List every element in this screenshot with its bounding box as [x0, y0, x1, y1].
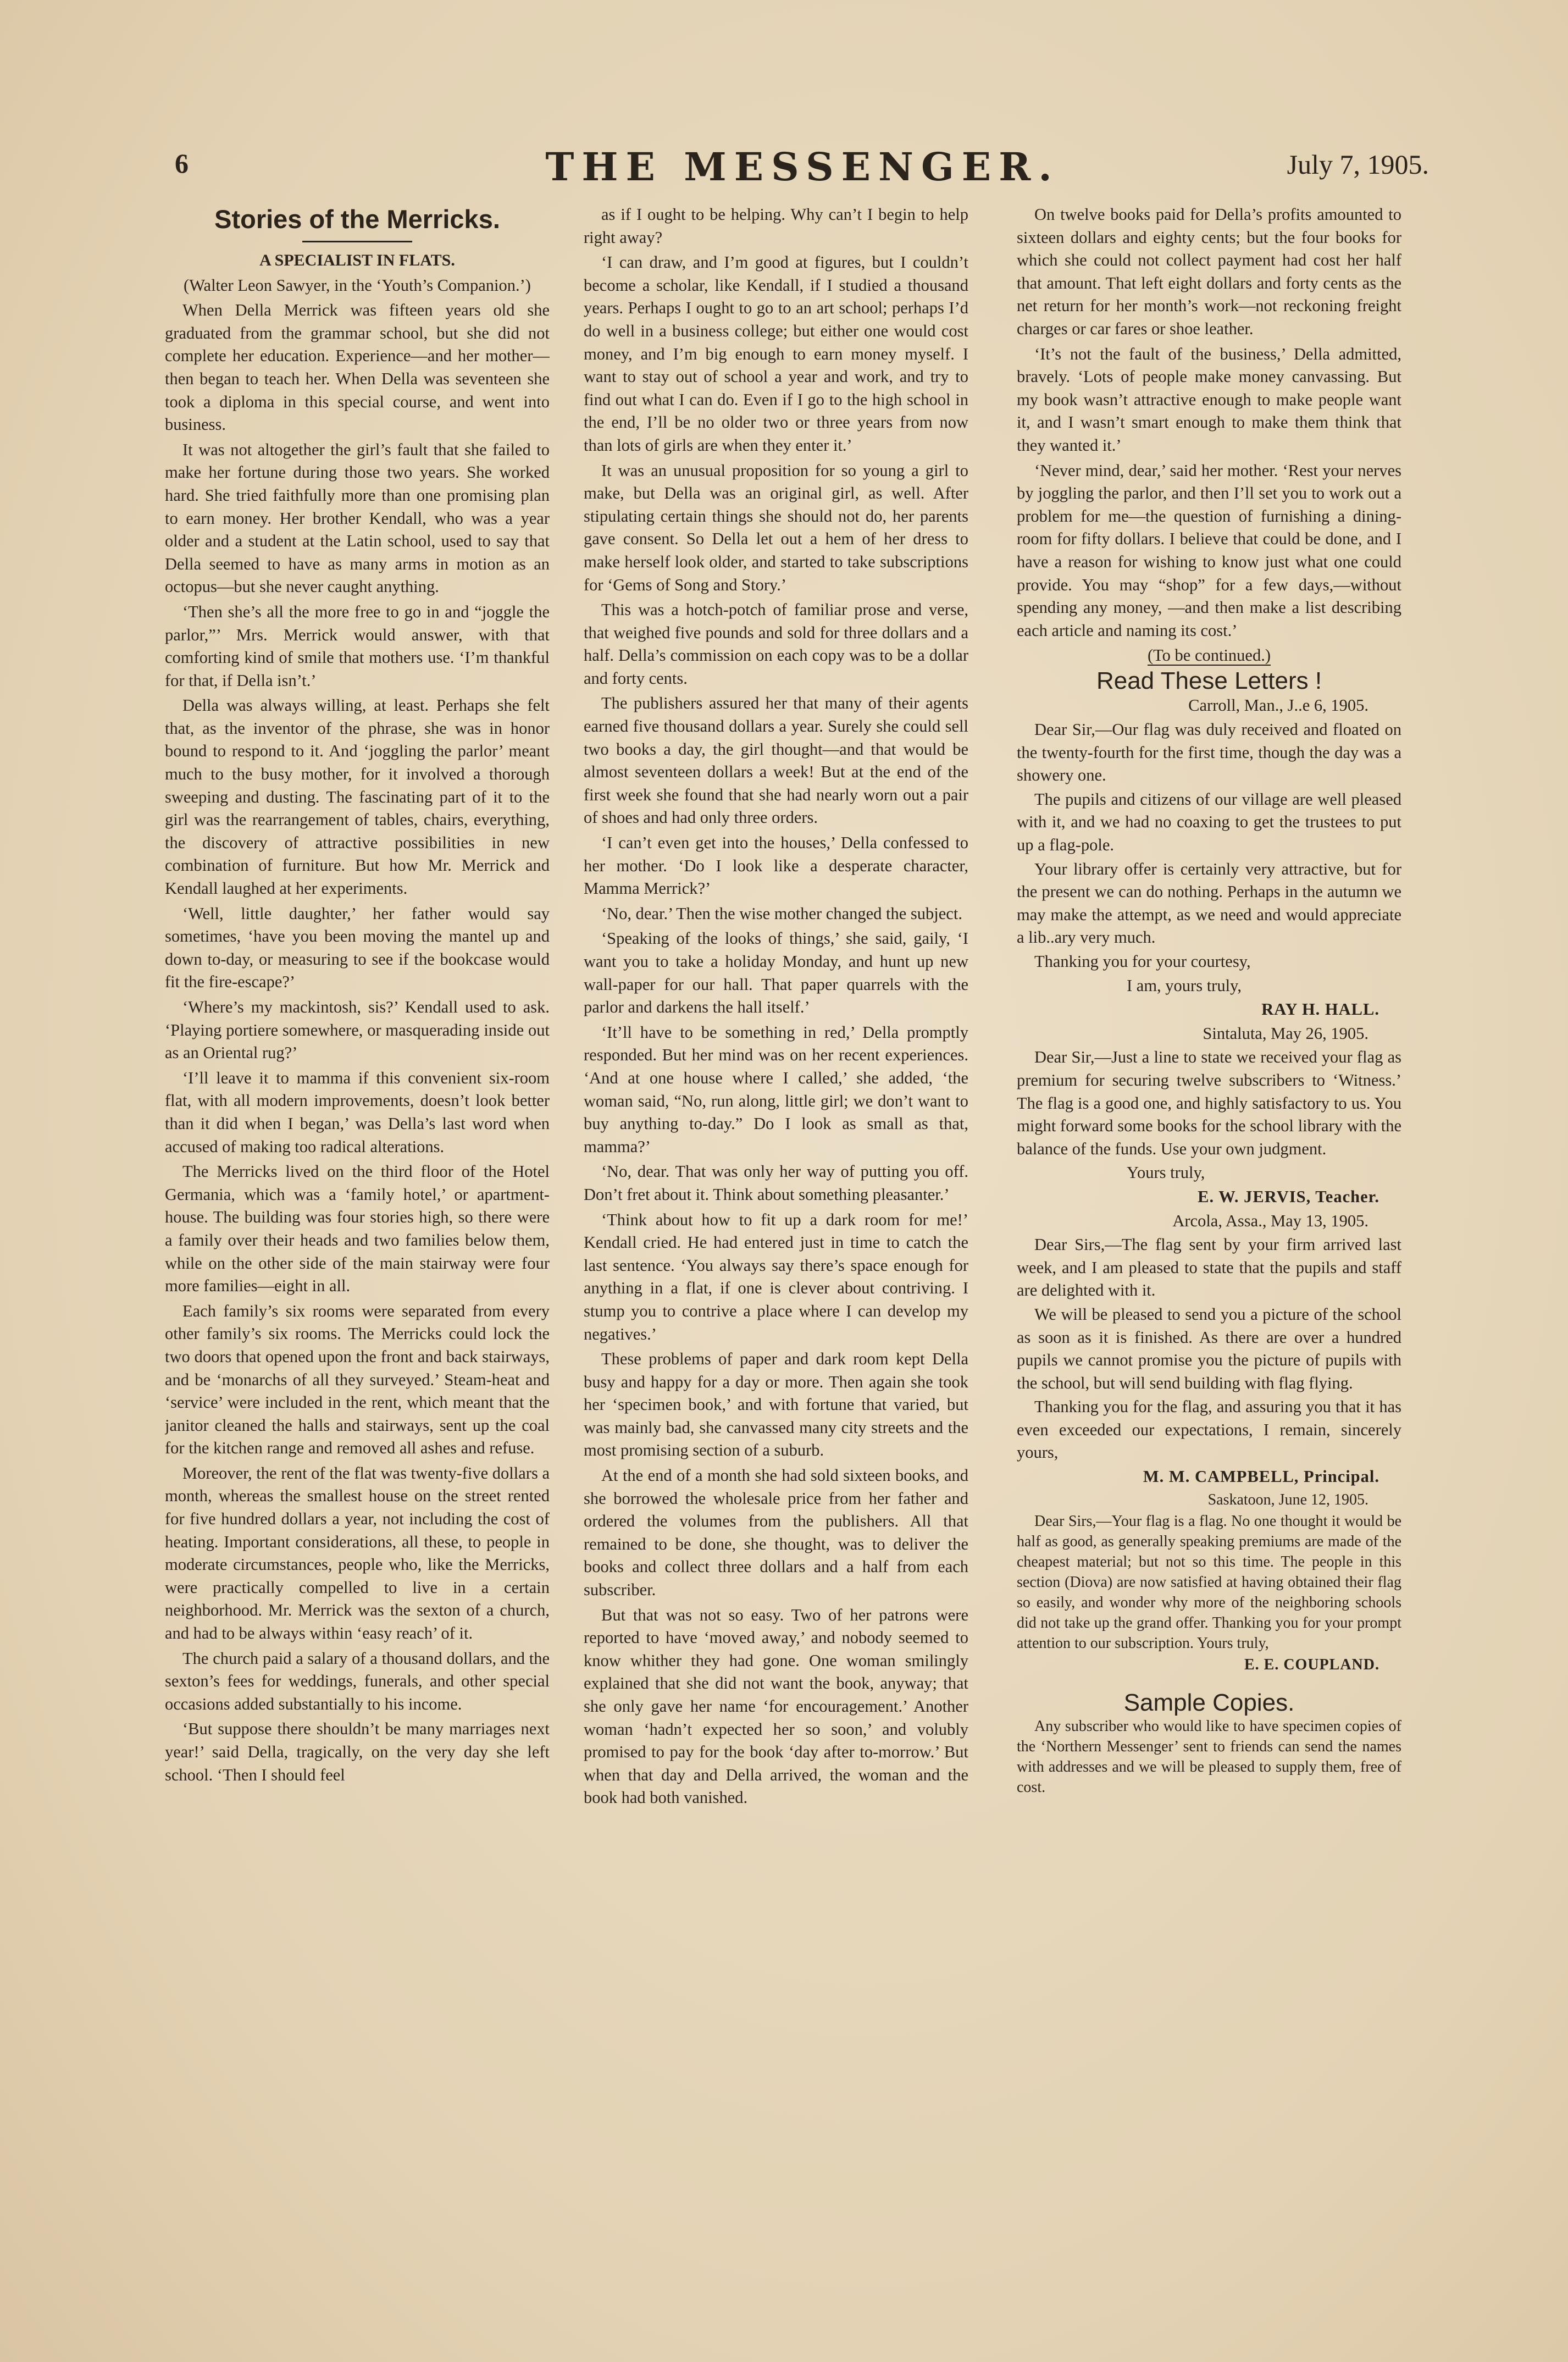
- story-paragraph: ‘No, dear. That was only her way of putting you off. Don’t fret about it. Think about something pleasanter.’: [584, 1162, 968, 1204]
- to-be-continued: (To be continued.): [1148, 646, 1271, 665]
- letter-signature: M. M. CAMPBELL, Principal.: [1143, 1467, 1379, 1486]
- story-paragraph: On twelve books paid for Della’s profits amounted to sixteen dollars and eighty cents; but the four books for which she could not collect payment had cost her half that amount. That left eight dollars and forty cents as the net return for her month’s work—not reckoning freight charges or car fares or shoe leather.: [1017, 205, 1401, 338]
- story-paragraph: ‘Speaking of the looks of things,’ she said, gaily, ‘I want you to take a holiday Monday, and hunt up new wall-paper for our hall. That paper quarrels with the parlor and darkens the hall itself.’: [584, 929, 968, 1017]
- story-paragraph: Della was always willing, at least. Perhaps she felt that, as the inventor of the phrase, she was in honor bound to respond to it. And ‘joggling the parlor’ meant much to the busy mother, for it involved a thorough sweeping and dusting. The fascinating part of it to the girl was the rearrangement of tables, chairs, everything, the discovery of attractive possibilities in new combination of furniture. But how Mr. Merrick and Kendall laughed at her experiments.: [165, 696, 550, 898]
- masthead: THE MESSENGER.: [545, 144, 1060, 190]
- column-1: [165, 203, 550, 2237]
- letter-place-date: Arcola, Assa., May 13, 1905.: [1172, 1211, 1368, 1230]
- column-2-body: [584, 203, 968, 1810]
- issue-date: July 7, 1905.: [1287, 149, 1429, 180]
- story-paragraph: At the end of a month she had sold sixteen books, and she borrowed the wholesale price from her father and ordered the volumes from the publishers. All that remained to be done, she thought, was to deliver the books and collect three dollars and a half from each subscriber.: [584, 1466, 968, 1600]
- sample-copies-text: Any subscriber who would like to have specimen copies of the ‘Northern Messenger’ sent to friends can send the names with addresses and we will be pleased to supply them, free of cost.: [1017, 1718, 1401, 1796]
- story-paragraph: ‘It’ll have to be something in red,’ Della promptly responded. But her mind was on her recent experiences. ‘And at one house where I called,’ she added, ‘the woman said, “No, run along, little girl; we don’t want to buy anything to-day.” Do I look as small as that, mamma?’: [584, 1022, 968, 1156]
- letter-paragraph: Thanking you for the flag, and assuring you that it has even exceeded our expectations, I remain, sincerely yours,: [1017, 1397, 1401, 1462]
- letter-paragraph: Dear Sirs,—The flag sent by your firm arrived last week, and I am pleased to state that the pupils and staff are delighted with it.: [1017, 1235, 1401, 1300]
- story-paragraph: These problems of paper and dark room kept Della busy and happy for a day or more. Then again she took her ‘specimen book,’ and with fortune that varied, but was mainly bad, she canvassed many city streets and the most promising section of a suburb.: [584, 1349, 968, 1460]
- letter-signature: E. W. JERVIS, Teacher.: [1198, 1187, 1379, 1206]
- column-1-body: [165, 299, 550, 1786]
- story-paragraph: ‘I can draw, and I’m good at figures, but I couldn’t become a scholar, like Kendall, if I studied a thousand years. Perhaps I ought to go to an art school; perhaps I’d do well in a business college; but either one would cost money, and I’m big enough to earn money myself. I want to stay out of school a year and work, and try to find out what I can do. Even if I go to the high school in the end, I’ll be no older two or three years from now than lots of girls are when they enter it.’: [584, 253, 968, 455]
- letter-closing: Yours truly,: [1127, 1163, 1205, 1182]
- page-number: 6: [175, 148, 189, 179]
- letter: [1017, 1022, 1401, 1209]
- story-title: Stories of the Merricks.: [214, 204, 500, 234]
- title-rule: [302, 241, 412, 242]
- story-paragraph: ‘Then she’s all the more free to go in and “joggle the parlor,”’ Mrs. Merrick would answer, with that comforting kind of smile that mothers use. ‘I’m thankful for that, if Della isn’t.’: [165, 602, 550, 690]
- story-paragraph: ‘I’ll leave it to mamma if this convenient six-room flat, with all modern improvements, doesn’t look better than it did when I began,’ was Della’s last word when accused of making too radical alterations.: [165, 1068, 550, 1156]
- story-paragraph: ‘Never mind, dear,’ said her mother. ‘Rest your nerves by joggling the parlor, and then I’ll set you to work out a problem for me—the question of furnishing a dining-room for fifty dollars. I believe that could be done, and I have a reason for wishing to know just what one could provide. You may “shop” for a few days,—without spending any money, —and then make a list describing each article and naming its cost.’: [1017, 461, 1401, 640]
- story-paragraph: Each family’s six rooms were separated from every other family’s six rooms. The Merricks could lock the two doors that opened upon the front and back stairways, and be ‘monarchs of all they surveyed.’ Steam-heat and ‘service’ were included in the rent, which meant that the janitor cleaned the halls and stairways, sent up the coal for the kitchen range and removed all ashes and refuse.: [165, 1301, 550, 1458]
- letter: [1017, 1210, 1401, 1489]
- letter-place-date: Sintaluta, May 26, 1905.: [1203, 1024, 1368, 1043]
- letter-paragraph: Dear Sir,—Just a line to state we received your flag as premium for securing twelve subscribers to ‘Witness.’ The flag is a good one, and highly satisfactory to us. You might forward some books for the school library with the balance of the funds. Use your own judgment.: [1017, 1048, 1401, 1158]
- story-paragraph: The church paid a salary of a thousand dollars, and the sexton’s fees for weddings, funerals, and other special occasions added substantially to his income.: [165, 1649, 550, 1713]
- letter-paragraph: Dear Sir,—Our flag was duly received and floated on the twenty-fourth for the first time, though the day was a showery one.: [1017, 720, 1401, 785]
- story-paragraph: ‘But suppose there shouldn’t be many marriages next year!’ said Della, tragically, on the very day she left school. ‘Then I should feel: [165, 1719, 550, 1784]
- story-paragraph: ‘Think about how to fit up a dark room for me!’ Kendall cried. He had entered just in time to catch the last sentence. ‘You always say there’s space enough for anything in a flat, if one is clever about contriving. I stump you to contrive a place where I can develop my negatives.’: [584, 1210, 968, 1343]
- story-byline: (Walter Leon Sawyer, in the ‘Youth’s Companion.’): [184, 275, 531, 295]
- story-paragraph: ‘I can’t even get into the houses,’ Della confessed to her mother. ‘Do I look like a desperate character, Mamma Merrick?’: [584, 833, 968, 898]
- sample-copies-title: Sample Copies.: [1123, 1689, 1295, 1716]
- letter-paragraph: The pupils and citizens of our village are well pleased with it, and we had no coaxing to get the trustees to put up a flag-pole.: [1017, 789, 1401, 855]
- letter: [1017, 694, 1401, 1021]
- story-paragraph: as if I ought to be helping. Why can’t I begin to help right away?: [584, 205, 968, 247]
- letter-paragraph: Your library offer is certainly very attractive, but for the present we can do nothing. Perhaps in the autumn we may make the attempt, as we need and would appreciate a lib..ary very much.: [1017, 859, 1401, 947]
- letter-paragraph: Thanking you for your courtesy,: [1034, 952, 1251, 971]
- column-2: [584, 203, 968, 2237]
- story-paragraph: The Merricks lived on the third floor of the Hotel Germania, which was a ‘family hotel,’ or apartment-house. The building was four stories high, so there were a family over their heads and two families below them, while on the other side of the main stairway were four more families—eight in all.: [165, 1162, 550, 1296]
- letter-closing: I am, yours truly,: [1127, 976, 1242, 995]
- letter-signature: RAY H. HALL.: [1261, 1000, 1379, 1019]
- story-paragraph: But that was not so easy. Two of her patrons were reported to have ‘moved away,’ and nobody seemed to know whither they had gone. One woman smilingly explained that she did not want the book, anyway; that she only gave her name ‘for encouragement.’ Another woman ‘hadn’t expected her so soon,’ and volubly promised to pay for the book ‘day after to-morrow.’ But when that day and Della arrived, the woman and the book had both vanished.: [584, 1605, 968, 1807]
- letters-section: [1017, 694, 1401, 1674]
- page-header: [165, 144, 1440, 188]
- story-paragraph: This was a hotch-potch of familiar prose and verse, that weighed five pounds and sold for three dollars and a half. Della’s commission on each copy was to be a dollar and forty cents.: [584, 600, 968, 688]
- story-paragraph: ‘Where’s my mackintosh, sis?’ Kendall used to ask. ‘Playing portiere somewhere, or masquerading inside out as an Oriental rug?’: [165, 998, 550, 1063]
- column-3-body: [1017, 203, 1401, 642]
- letter-place-date: Saskatoon, June 12, 1905.: [1207, 1491, 1368, 1508]
- story-paragraph: ‘No, dear.’ Then the wise mother changed the subject.: [601, 904, 962, 923]
- letter: [1017, 1490, 1401, 1675]
- story-paragraph: ‘It’s not the fault of the business,’ Della admitted, bravely. ‘Lots of people make money canvassing. But my book wasn’t attractive enough to make people want it, and I wasn’t smart enough to make them think that they wanted it.’: [1017, 344, 1401, 455]
- letter-paragraph: Dear Sirs,—Your flag is a flag. No one thought it would be half as good, as generally speaking premiums are made of the cheapest material; but not so this time. The people in this section (Diova) are now satisfied at having obtained their flag so easily, and wonder why more of the neighboring schools did not take up the grand offer. Thanking you for your prompt attention to our subscription. Yours truly,: [1017, 1512, 1401, 1652]
- story-subtitle: A SPECIALIST IN FLATS.: [259, 251, 455, 269]
- story-paragraph: Moreover, the rent of the flat was twenty-five dollars a month, whereas the smallest house on the street rented for five hundred dollars a year, not including the cost of heating. Important considerations, all these, to people in moderate circumstances, people who, like the Merricks, were practically compelled to live in a certain neighborhood. Mr. Merrick was the sexton of a church, and had to be always within ‘easy reach’ of it.: [165, 1463, 550, 1643]
- letter-signature: E. E. COUPLAND.: [1244, 1656, 1379, 1673]
- letters-title: Read These Letters !: [1096, 667, 1322, 694]
- letter-place-date: Carroll, Man., J..e 6, 1905.: [1188, 696, 1368, 715]
- story-paragraph: When Della Merrick was fifteen years old she graduated from the grammar school, but she did not complete her education. Experience—and her mother—then began to teach her. When Della was seventeen she took a diploma in this special course, and went into business.: [165, 301, 550, 434]
- story-paragraph: ‘Well, little daughter,’ her father would say sometimes, ‘have you been moving the mantel up and down to-day, or measuring to see if the bookcase would fit the fire-escape?’: [165, 904, 550, 992]
- column-3: [1017, 203, 1401, 2237]
- sample-copies-section: [1017, 1716, 1401, 1797]
- story-paragraph: It was an unusual proposition for so young a girl to make, but Della was an original girl, as well. After stipulating certain things she should not do, her parents gave consent. So Della let out a hem of her dress to make herself look older, and started to take subscriptions for ‘Gems of Song and Story.’: [584, 461, 968, 594]
- letter-paragraph: We will be pleased to send you a picture of the school as soon as it is finished. As there are over a hundred pupils we cannot promise you the picture of pupils with the school, but will send building with flag flying.: [1017, 1304, 1401, 1392]
- story-paragraph: It was not altogether the girl’s fault that she failed to make her fortune during those two years. She worked hard. She tried faithfully more than one promising plan to earn money. Her brother Kendall, who was a year older and a student at the Latin school, used to say that Della seemed to have as many arms in motion as an octopus—but she never caught anything.: [165, 440, 550, 596]
- story-paragraph: The publishers assured her that many of their agents earned five thousand dollars a year. Surely she could sell two books a day, the girl thought—and that would be almost seventeen dollars a week! But at the end of the first week she found that she had nearly worn out a pair of shoes and had only three orders.: [584, 694, 968, 827]
